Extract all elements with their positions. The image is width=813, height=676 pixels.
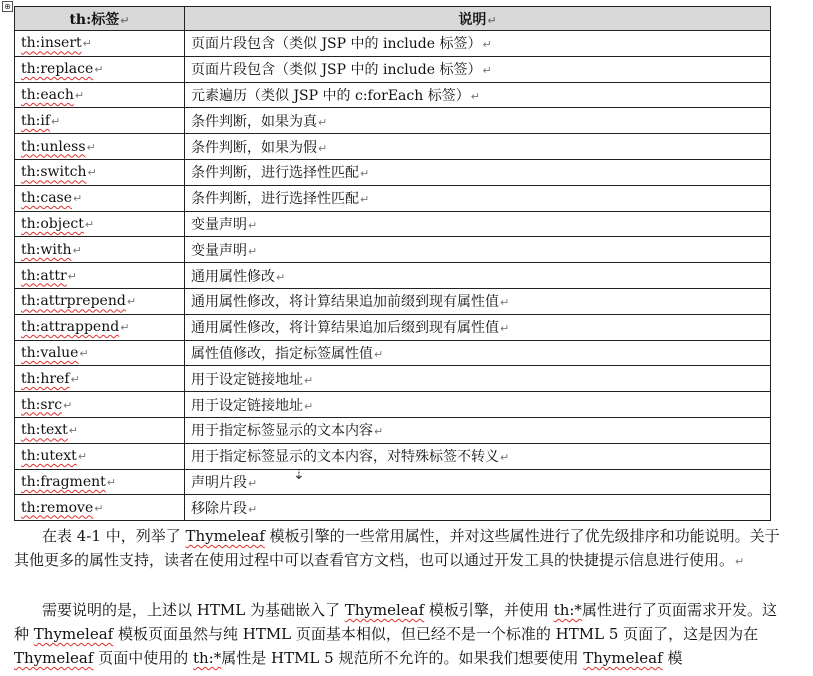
tag-cell: th:href↵ — [15, 366, 185, 392]
table-row — [15, 314, 771, 340]
header-description: 说明↵ — [185, 7, 771, 31]
table-row — [15, 185, 771, 211]
description-cell: 用于指定标签显示的文本内容，对特殊标签不转义↵ — [185, 443, 771, 469]
tag-cell: th:replace↵ — [15, 56, 185, 82]
tag-cell: th:text↵ — [15, 417, 185, 443]
table-row — [15, 340, 771, 366]
table-row — [15, 288, 771, 314]
tag-cell: th:remove↵ — [15, 495, 185, 521]
table-row — [15, 495, 771, 521]
table-row — [15, 417, 771, 443]
description-cell: 移除片段↵ — [185, 495, 771, 521]
description-cell: 通用属性修改，将计算结果追加前缀到现有属性值↵ — [185, 288, 771, 314]
table-row — [15, 31, 771, 57]
tag-cell: th:attrprepend↵ — [15, 288, 185, 314]
description-cell: 页面片段包含（类似 JSP 中的 include 标签）↵ — [185, 56, 771, 82]
table-row — [15, 263, 771, 289]
table-row — [15, 237, 771, 263]
tag-cell: th:if↵ — [15, 108, 185, 134]
description-cell: 条件判断，如果为假↵ — [185, 134, 771, 160]
description-cell: 通用属性修改↵ — [185, 263, 771, 289]
tag-cell: th:each↵ — [15, 82, 185, 108]
tag-cell: th:object↵ — [15, 211, 185, 237]
tag-cell: th:src↵ — [15, 392, 185, 418]
description-cell: 条件判断，进行选择性匹配↵ — [185, 159, 771, 185]
tag-cell: th:with↵ — [15, 237, 185, 263]
description-cell: 变量声明↵ — [185, 211, 771, 237]
table-row — [15, 366, 771, 392]
description-cell: 声明片段↵ — [185, 469, 771, 495]
table-row — [15, 443, 771, 469]
paragraph-2: 需要说明的是，上述以 HTML 为基础嵌入了 Thymeleaf 模板引擎，并使用 th:*属性进行了页面需求开发。这种 Thymeleaf 模板页面虽然与纯 HTML 页面基本相似，但已经不是一个标准的 HTML 5 页面了，这是因为在 Thymeleaf 页面中使用的 th:*属性是 HTML 5 规范所不允许的。如果我们想要使用 Thymeleaf 模 — [14, 601, 777, 667]
description-cell: 用于设定链接地址↵ — [185, 392, 771, 418]
description-cell: 页面片段包含（类似 JSP 中的 include 标签）↵ — [185, 31, 771, 57]
description-cell: 通用属性修改，将计算结果追加后缀到现有属性值↵ — [185, 314, 771, 340]
table-header-row — [15, 7, 771, 31]
table-move-handle[interactable]: ⊕ — [2, 1, 13, 12]
paragraph-1: 在表 4-1 中，列举了 Thymeleaf 模板引擎的一些常用属性，并对这些属性进行了优先级排序和功能说明。关于其他更多的属性支持，读者在使用过程中可以查看官方文档，也可以通过开发工具的快捷提示信息进行使用。↵ — [14, 527, 780, 569]
tag-cell: th:fragment↵ — [15, 469, 185, 495]
table-row — [15, 134, 771, 160]
tag-cell: th:switch↵ — [15, 159, 185, 185]
tag-cell: th:value↵ — [15, 340, 185, 366]
description-cell: 条件判断，进行选择性匹配↵ — [185, 185, 771, 211]
description-cell: 条件判断，如果为真↵ — [185, 108, 771, 134]
table-row — [15, 82, 771, 108]
tag-cell: th:unless↵ — [15, 134, 185, 160]
description-cell: 用于指定标签显示的文本内容↵ — [185, 417, 771, 443]
thymeleaf-attributes-table — [14, 6, 771, 521]
description-cell: 用于设定链接地址↵ — [185, 366, 771, 392]
table-row — [15, 108, 771, 134]
description-cell: 属性值修改，指定标签属性值↵ — [185, 340, 771, 366]
table-row — [15, 392, 771, 418]
table-row — [15, 211, 771, 237]
description-cell: 元素遍历（类似 JSP 中的 c:forEach 标签）↵ — [185, 82, 771, 108]
tag-cell: th:attrappend↵ — [15, 314, 185, 340]
table-row — [15, 56, 771, 82]
header-tag: th:标签↵ — [15, 7, 185, 31]
table-row — [15, 159, 771, 185]
description-cell: 变量声明↵ — [185, 237, 771, 263]
tag-cell: th:case↵ — [15, 185, 185, 211]
table-row — [15, 469, 771, 495]
tag-cell: th:utext↵ — [15, 443, 185, 469]
text-cursor-icon: ⇣ — [293, 467, 305, 483]
tag-cell: th:attr↵ — [15, 263, 185, 289]
tag-cell: th:insert↵ — [15, 31, 185, 57]
